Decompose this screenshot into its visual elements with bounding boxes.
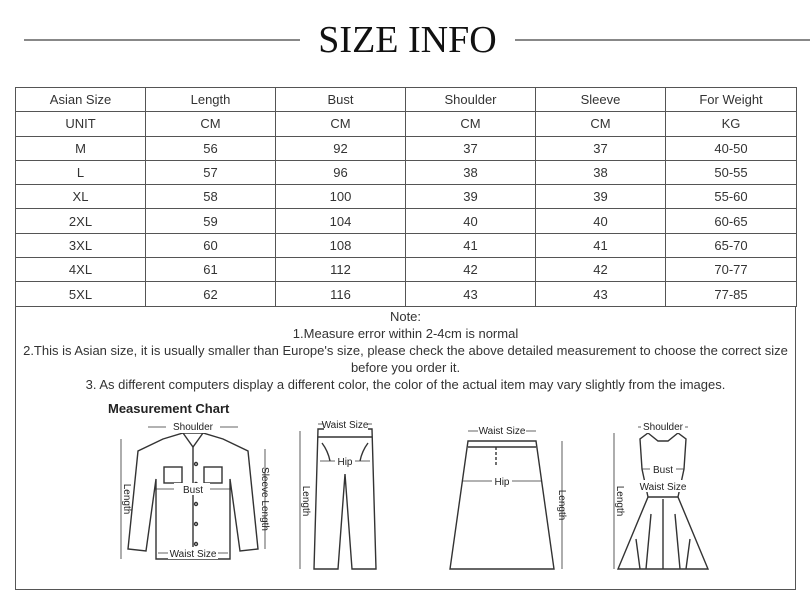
table-header-row [16, 88, 797, 112]
table-cell: 100 [276, 185, 406, 209]
shirt-shoulder-label: Shoulder [172, 422, 214, 433]
table-cell: 41 [406, 233, 536, 257]
notes-panel [15, 306, 796, 590]
table-row [16, 185, 797, 209]
table-cell: 65-70 [666, 233, 797, 257]
title-row [0, 14, 810, 66]
table-row [16, 233, 797, 257]
table-cell: 40-50 [666, 136, 797, 160]
unit-cell: UNIT [16, 112, 146, 136]
shirt-length-label: Length [121, 483, 132, 515]
header-cell: Bust [276, 88, 406, 112]
table-cell: 56 [146, 136, 276, 160]
notes-heading: Note: [389, 309, 422, 324]
pants-waist-label: Waist Size [321, 420, 369, 431]
header-cell: Asian Size [16, 88, 146, 112]
table-row [16, 160, 797, 184]
shirt-bust-label: Bust [182, 485, 204, 496]
header-cell: Sleeve [536, 88, 666, 112]
table-cell: 40 [536, 209, 666, 233]
measurement-chart-title: Measurement Chart [108, 401, 230, 416]
shirt-sleeve-label: Sleeve Length [259, 467, 270, 531]
table-cell: 37 [536, 136, 666, 160]
unit-cell: CM [536, 112, 666, 136]
table-cell: 60 [146, 233, 276, 257]
shirt-waist-label: Waist Size [169, 549, 217, 560]
title-divider-left [24, 39, 300, 41]
skirt-drawing [436, 419, 576, 579]
table-cell: 60-65 [666, 209, 797, 233]
dress-waist-label: Waist Size [639, 482, 687, 493]
table-cell: 43 [536, 282, 666, 306]
note-line-3: 3. As different computers display a different color, the color of the actual item may vary slightly from the images. [85, 377, 726, 392]
dress-shoulder-label: Shoulder [642, 422, 684, 433]
table-unit-row [16, 112, 797, 136]
size-table-body [16, 88, 797, 307]
table-cell: 92 [276, 136, 406, 160]
pants-measurement-figure [286, 419, 396, 579]
unit-cell: CM [406, 112, 536, 136]
table-cell: 42 [406, 258, 536, 282]
table-cell: 38 [536, 160, 666, 184]
table-cell: 41 [536, 233, 666, 257]
table-cell: 112 [276, 258, 406, 282]
dress-bust-label: Bust [652, 465, 674, 476]
pants-hip-label: Hip [337, 457, 353, 468]
header-cell: Length [146, 88, 276, 112]
dress-drawing [596, 419, 726, 579]
dress-length-label: Length [614, 485, 625, 517]
table-row [16, 258, 797, 282]
table-cell: 4XL [16, 258, 146, 282]
table-cell: 96 [276, 160, 406, 184]
unit-cell: CM [276, 112, 406, 136]
table-cell: 2XL [16, 209, 146, 233]
page-title: SIZE INFO [318, 19, 497, 61]
table-cell: 77-85 [666, 282, 797, 306]
note-line-2: 2.This is Asian size, it is usually smaller than Europe's size, please check the above detailed measurement to choose the correct size before you order it. [23, 343, 788, 375]
skirt-hip-label: Hip [494, 477, 510, 488]
table-cell: 37 [406, 136, 536, 160]
note-line-1: 1.Measure error within 2-4cm is normal [292, 326, 519, 341]
table-cell: 55-60 [666, 185, 797, 209]
skirt-measurement-figure [436, 419, 576, 579]
table-cell: 50-55 [666, 160, 797, 184]
table-cell: 59 [146, 209, 276, 233]
table-cell: 42 [536, 258, 666, 282]
shirt-drawing [108, 419, 278, 579]
table-cell: 39 [536, 185, 666, 209]
skirt-length-label: Length [556, 489, 567, 521]
header-cell: Shoulder [406, 88, 536, 112]
table-cell: 70-77 [666, 258, 797, 282]
skirt-waist-label: Waist Size [478, 426, 526, 437]
table-row [16, 136, 797, 160]
table-cell: 39 [406, 185, 536, 209]
table-cell: 116 [276, 282, 406, 306]
pants-drawing [286, 419, 396, 579]
table-cell: 43 [406, 282, 536, 306]
table-cell: 108 [276, 233, 406, 257]
table-cell: XL [16, 185, 146, 209]
pants-length-label: Length [300, 485, 311, 517]
unit-cell: KG [666, 112, 797, 136]
table-cell: L [16, 160, 146, 184]
table-cell: 40 [406, 209, 536, 233]
table-cell: 58 [146, 185, 276, 209]
table-cell: 57 [146, 160, 276, 184]
header-cell: For Weight [666, 88, 797, 112]
table-cell: 62 [146, 282, 276, 306]
table-cell: 3XL [16, 233, 146, 257]
title-divider-right [515, 39, 810, 41]
size-table [15, 87, 797, 307]
notes-text [16, 308, 795, 393]
table-cell: 38 [406, 160, 536, 184]
shirt-measurement-figure [108, 419, 278, 579]
table-cell: 104 [276, 209, 406, 233]
table-row [16, 282, 797, 306]
dress-measurement-figure [596, 419, 726, 579]
table-cell: 61 [146, 258, 276, 282]
unit-cell: CM [146, 112, 276, 136]
table-cell: M [16, 136, 146, 160]
table-cell: 5XL [16, 282, 146, 306]
table-row [16, 209, 797, 233]
